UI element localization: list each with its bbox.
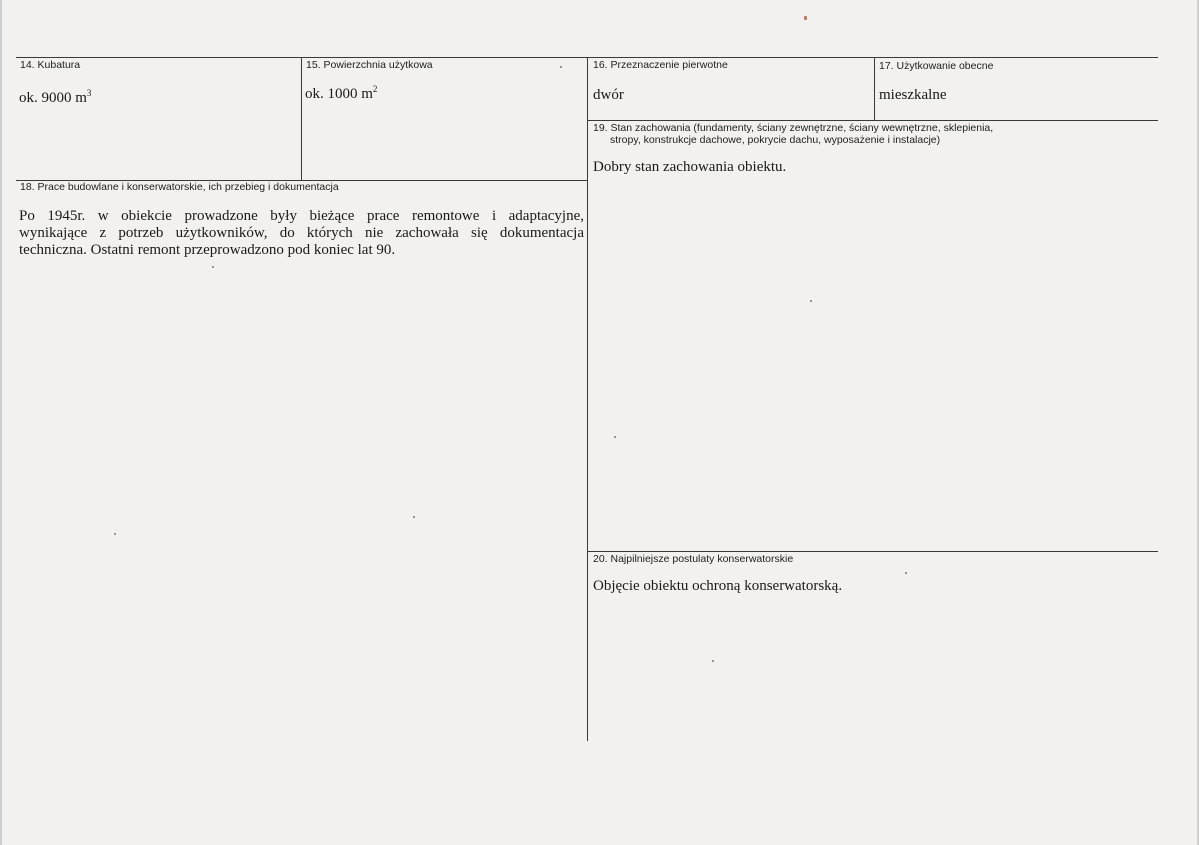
scan-speck <box>212 266 214 268</box>
scan-speck <box>114 533 116 535</box>
divider-14-15 <box>301 57 302 180</box>
uzytkowanie-value: mieszkalne <box>879 87 947 103</box>
przeznaczenie-value: dwór <box>593 87 624 103</box>
scan-speck <box>712 660 714 662</box>
scan-speck <box>560 66 562 68</box>
stan-label-line2: stropy, konstrukcje dachowe, pokrycie dachu, wyposażenie i instalacje) <box>610 134 941 146</box>
prace-line-1: Po 1945r. w obiekcie prowadzone były bieżące prace remontowe i adaptacyjne, <box>19 208 584 224</box>
prace-line-3: techniczna. Ostatni remont przeprowadzono pod koniec lat 90. <box>19 242 396 258</box>
scan-speck <box>413 516 415 518</box>
kubatura-label: 14. Kubatura <box>20 59 81 71</box>
postulaty-label: 20. Najpilniejsze postulaty konserwatorskie <box>593 553 794 565</box>
prace-line-2: wynikające z potrzeb użytkowników, do których nie zachowała się dokumentacja <box>19 225 584 241</box>
powierzchnia-value-exponent: 2 <box>372 84 378 94</box>
powierzchnia-label: 15. Powierzchnia użytkowa <box>306 59 433 71</box>
przeznaczenie-label: 16. Przeznaczenie pierwotne <box>593 59 728 71</box>
scan-speck <box>905 572 907 574</box>
scan-speck <box>804 16 807 20</box>
postulaty-value: Objęcie obiektu ochroną konserwatorską. <box>593 578 843 594</box>
uzytkowanie-label: 17. Użytkowanie obecne <box>879 60 994 72</box>
prace-label: 18. Prace budowlane i konserwatorskie, ich przebieg i dokumentacja <box>20 181 339 193</box>
rule-above-19 <box>587 120 1158 121</box>
stan-value: Dobry stan zachowania obiektu. <box>593 159 787 175</box>
prace-text <box>19 208 584 259</box>
divider-16-17 <box>874 57 875 120</box>
kubatura-value-exponent: 3 <box>86 88 92 98</box>
kubatura-value-text: ok. 9000 m <box>19 90 87 106</box>
scan-speck <box>614 436 616 438</box>
powierzchnia-value <box>305 86 377 103</box>
scan-speck <box>810 300 812 302</box>
kubatura-value <box>19 90 91 107</box>
powierzchnia-value-text: ok. 1000 m <box>305 86 373 102</box>
divider-center <box>587 57 588 741</box>
stan-label-line1: 19. Stan zachowania (fundamenty, ściany zewnętrzne, ściany wewnętrzne, sklepienia, <box>593 122 994 134</box>
rule-above-20 <box>587 551 1158 552</box>
